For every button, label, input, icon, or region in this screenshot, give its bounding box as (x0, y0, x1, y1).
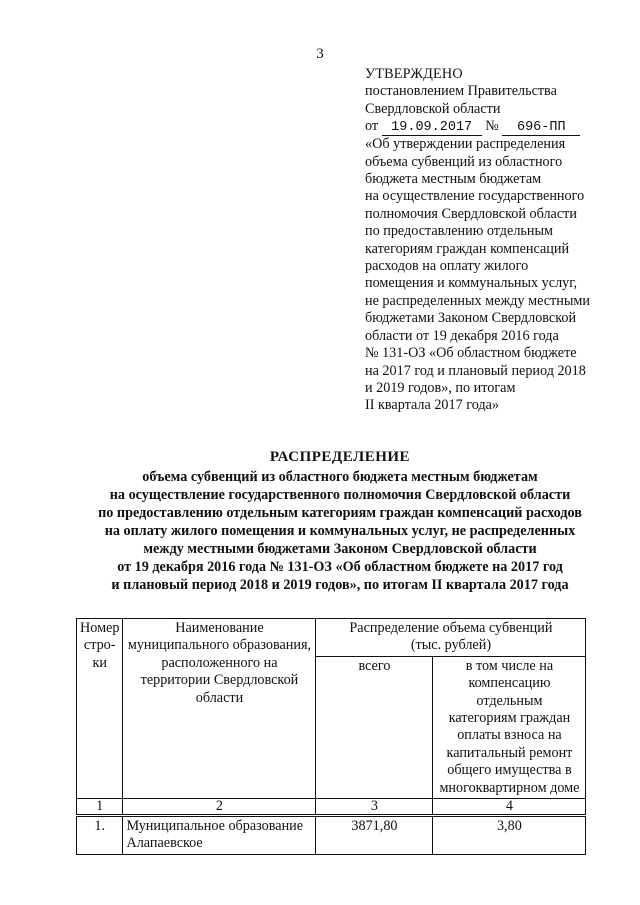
title-line: объема субвенций из областного бюджета местным бюджетам (142, 469, 538, 485)
approval-date: 19.09.2017 (382, 120, 482, 136)
header-text: компенсацию отдельным (468, 675, 551, 709)
header-text: Номер (80, 620, 120, 636)
header-municipality (123, 619, 316, 799)
approval-description-line: и 2019 годов», по итогам (365, 379, 516, 396)
column-number: 4 (433, 799, 586, 816)
approval-description-line: № 131-ОЗ «Об областном бюджете (365, 345, 577, 362)
municipality-name: Алапаевское (126, 835, 203, 852)
column-number: 2 (123, 799, 316, 816)
row-capital-repair: 3,80 (433, 816, 586, 855)
column-number: 1 (77, 799, 123, 816)
header-text: в том числе на (465, 657, 554, 674)
approval-description-line: бюджета местным бюджетам (365, 171, 542, 188)
approval-description-line: II квартала 2017 года» (365, 397, 500, 414)
approval-description-line: по предоставлению отдельным (365, 223, 553, 240)
header-text: Наименование (175, 620, 264, 636)
approval-description-line: «Об утверждении распределения (365, 136, 566, 153)
column-number: 3 (316, 799, 433, 816)
title-line: и плановый период 2018 и 2019 годов», по итогам II квартала 2017 года (111, 577, 569, 593)
approval-heading: УТВЕРЖДЕНО (365, 66, 463, 82)
header-text: муниципального образования, (127, 637, 312, 654)
approval-description-line: области от 19 декабря 2016 года (365, 327, 559, 344)
approval-line: Свердловской области (365, 100, 501, 117)
approval-description-line: категориям граждан компенсаций (365, 240, 570, 257)
approval-date-row (365, 118, 625, 136)
approval-description-line: не распределенных между местными (365, 292, 590, 309)
header-distribution-group (316, 619, 586, 657)
header-text: капитальный ремонт (446, 744, 573, 761)
header-text: Распределение объема субвенций (349, 620, 553, 636)
header-text: ки (92, 654, 107, 671)
approval-description-line: на осуществление государственного (365, 188, 585, 205)
header-text: (тыс. рублей) (410, 637, 492, 654)
title-line: между местными бюджетами Законом Свердловской области (143, 541, 537, 557)
page-number: 3 (316, 46, 324, 62)
title-main: РАСПРЕДЕЛЕНИЕ (269, 449, 411, 465)
row-municipality (123, 816, 316, 855)
number-prefix: № (485, 118, 499, 135)
approval-description-line: полномочия Свердловской области (365, 205, 577, 222)
title-line: по предоставлению отдельным категориям граждан компенсаций расходов (98, 505, 582, 521)
title-line: от 19 декабря 2016 года № 131-ОЗ «Об областном бюджете на 2017 год (117, 559, 563, 575)
municipality-name: Муниципальное образование (126, 818, 304, 835)
column-number-row (77, 799, 586, 816)
document-title (60, 448, 620, 594)
header-text: общего имущества в (447, 762, 572, 779)
header-text: расположенного на (161, 654, 278, 671)
approval-description-line: помещения и коммунальных услуг, (365, 275, 578, 292)
approval-stamp (365, 66, 625, 415)
table-header-row (77, 619, 586, 657)
table-row (77, 816, 586, 855)
header-text: многоквартирном доме (439, 779, 580, 796)
title-line: на оплату жилого помещения и коммунальных услуг, не распределенных (104, 523, 576, 539)
distribution-table (76, 618, 586, 855)
date-prefix: от (365, 118, 379, 135)
approval-number: 696-ПП (502, 120, 580, 136)
header-text: категориям граждан (448, 710, 571, 727)
header-capital-repair (433, 656, 586, 798)
approval-line: постановлением Правительства (365, 83, 557, 100)
header-text: стро- (83, 637, 116, 654)
approval-description-line: расходов на оплату жилого (365, 258, 529, 275)
header-row-number (77, 619, 123, 799)
approval-description-line: бюджетами Законом Свердловской (365, 310, 577, 327)
approval-description-line: объема субвенций из областного (365, 153, 563, 170)
header-text: оплаты взноса на (457, 727, 562, 744)
row-number: 1. (77, 816, 123, 855)
title-line: на осуществление государственного полномочия Свердловской области (109, 487, 571, 503)
approval-description-line: на 2017 год и плановый период 2018 (365, 362, 586, 379)
header-text: области (195, 689, 244, 706)
row-total: 3871,80 (316, 816, 433, 855)
header-total: всего (316, 656, 433, 798)
header-text: территории Свердловской (140, 672, 299, 689)
